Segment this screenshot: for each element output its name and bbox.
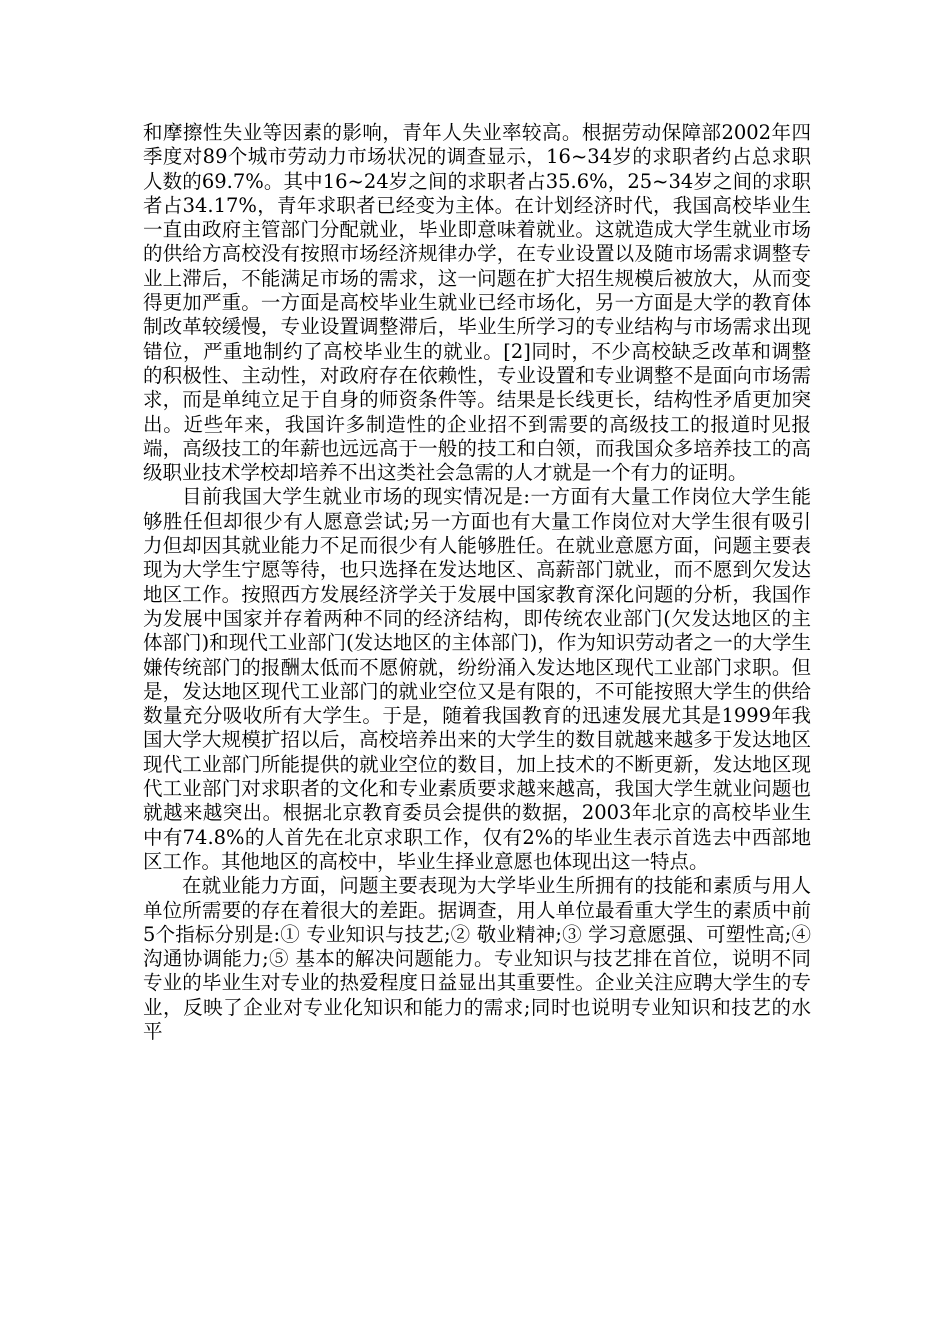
body-text [143, 121, 811, 1044]
paragraph-3: 在就业能力方面，问题主要表现为大学毕业生所拥有的技能和素质与用人单位所需要的存在着很大的差距。据调查，用人单位最看重大学生的素质中前5个指标分别是:① 专业知识与技艺;② 敬业精神;③ 学习意愿强、可塑性高;④ 沟通协调能力;⑤ 基本的解决问题能力。专业知识与技艺排在首位，说明不同专业的毕业生对专业的热爱程度日益显出其重要性。企业关注应聘大学生的专业，反映了企业对专业化知识和能力的需求;同时也说明专业知识和技艺的水平 [143, 874, 811, 1043]
paragraph-2: 目前我国大学生就业市场的现实情况是:一方面有大量工作岗位大学生能够胜任但却很少有人愿意尝试;另一方面也有大量工作岗位对大学生很有吸引力但却因其就业能力不足而很少有人能够胜任。在就业意愿方面，问题主要表现为大学生宁愿等待，也只选择在发达地区、高薪部门就业，而不愿到欠发达地区工作。按照西方发展经济学关于发展中国家教育深化问题的分析，我国作为发展中国家并存着两种不同的经济结构，即传统农业部门(欠发达地区的主体部门)和现代工业部门(发达地区的主体部门)，作为知识劳动者之一的大学生嫌传统部门的报酬太低而不愿俯就，纷纷涌入发达地区现代工业部门求职。但是，发达地区现代工业部门的就业空位又是有限的，不可能按照大学生的供给数量充分吸收所有大学生。于是，随着我国教育的迅速发展尤其是1999年我国大学大规模扩招以后，高校培养出来的大学生的数目就越来越多于发达地区现代工业部门所能提供的就业空位的数目，加上技术的不断更新，发达地区现代工业部门对求职者的文化和专业素质要求越来越高，我国大学生就业问题也就越来越突出。根据北京教育委员会提供的数据，2003年北京的高校毕业生中有74.8%的人首先在北京求职工作，仅有2%的毕业生表示首选去中西部地区工作。其他地区的高校中，毕业生择业意愿也体现出这一特点。 [143, 485, 811, 873]
paragraph-1: 和摩擦性失业等因素的影响，青年人失业率较高。根据劳动保障部2002年四季度对89个城市劳动力市场状况的调查显示，16~34岁的求职者约占总求职人数的69.7%。其中16~24岁之间的求职者占35.6%，25~34岁之间的求职者占34.17%，青年求职者已经变为主体。在计划经济时代，我国高校毕业生一直由政府主管部门分配就业，毕业即意味着就业。这就造成大学生就业市场的供给方高校没有按照市场经济规律办学，在专业设置以及随市场需求调整专业上滞后，不能满足市场的需求，这一问题在扩大招生规模后被放大，从而变得更加严重。一方面是高校毕业生就业已经市场化，另一方面是大学的教育体制改革较缓慢，专业设置调整滞后，毕业生所学习的专业结构与市场需求出现错位，严重地制约了高校毕业生的就业。[2]同时，不少高校缺乏改革和调整的积极性、主动性，对政府存在依赖性，专业设置和专业调整不是面向市场需求，而是单纯立足于自身的师资条件等。结果是长线更长，结构性矛盾更加突出。近些年来，我国许多制造性的企业招不到需要的高级技工的报道时见报端，高级技工的年薪也远远高于一般的技工和白领，而我国众多培养技工的高级职业技术学校却培养不出这类社会急需的人才就是一个有力的证明。 [143, 121, 811, 485]
